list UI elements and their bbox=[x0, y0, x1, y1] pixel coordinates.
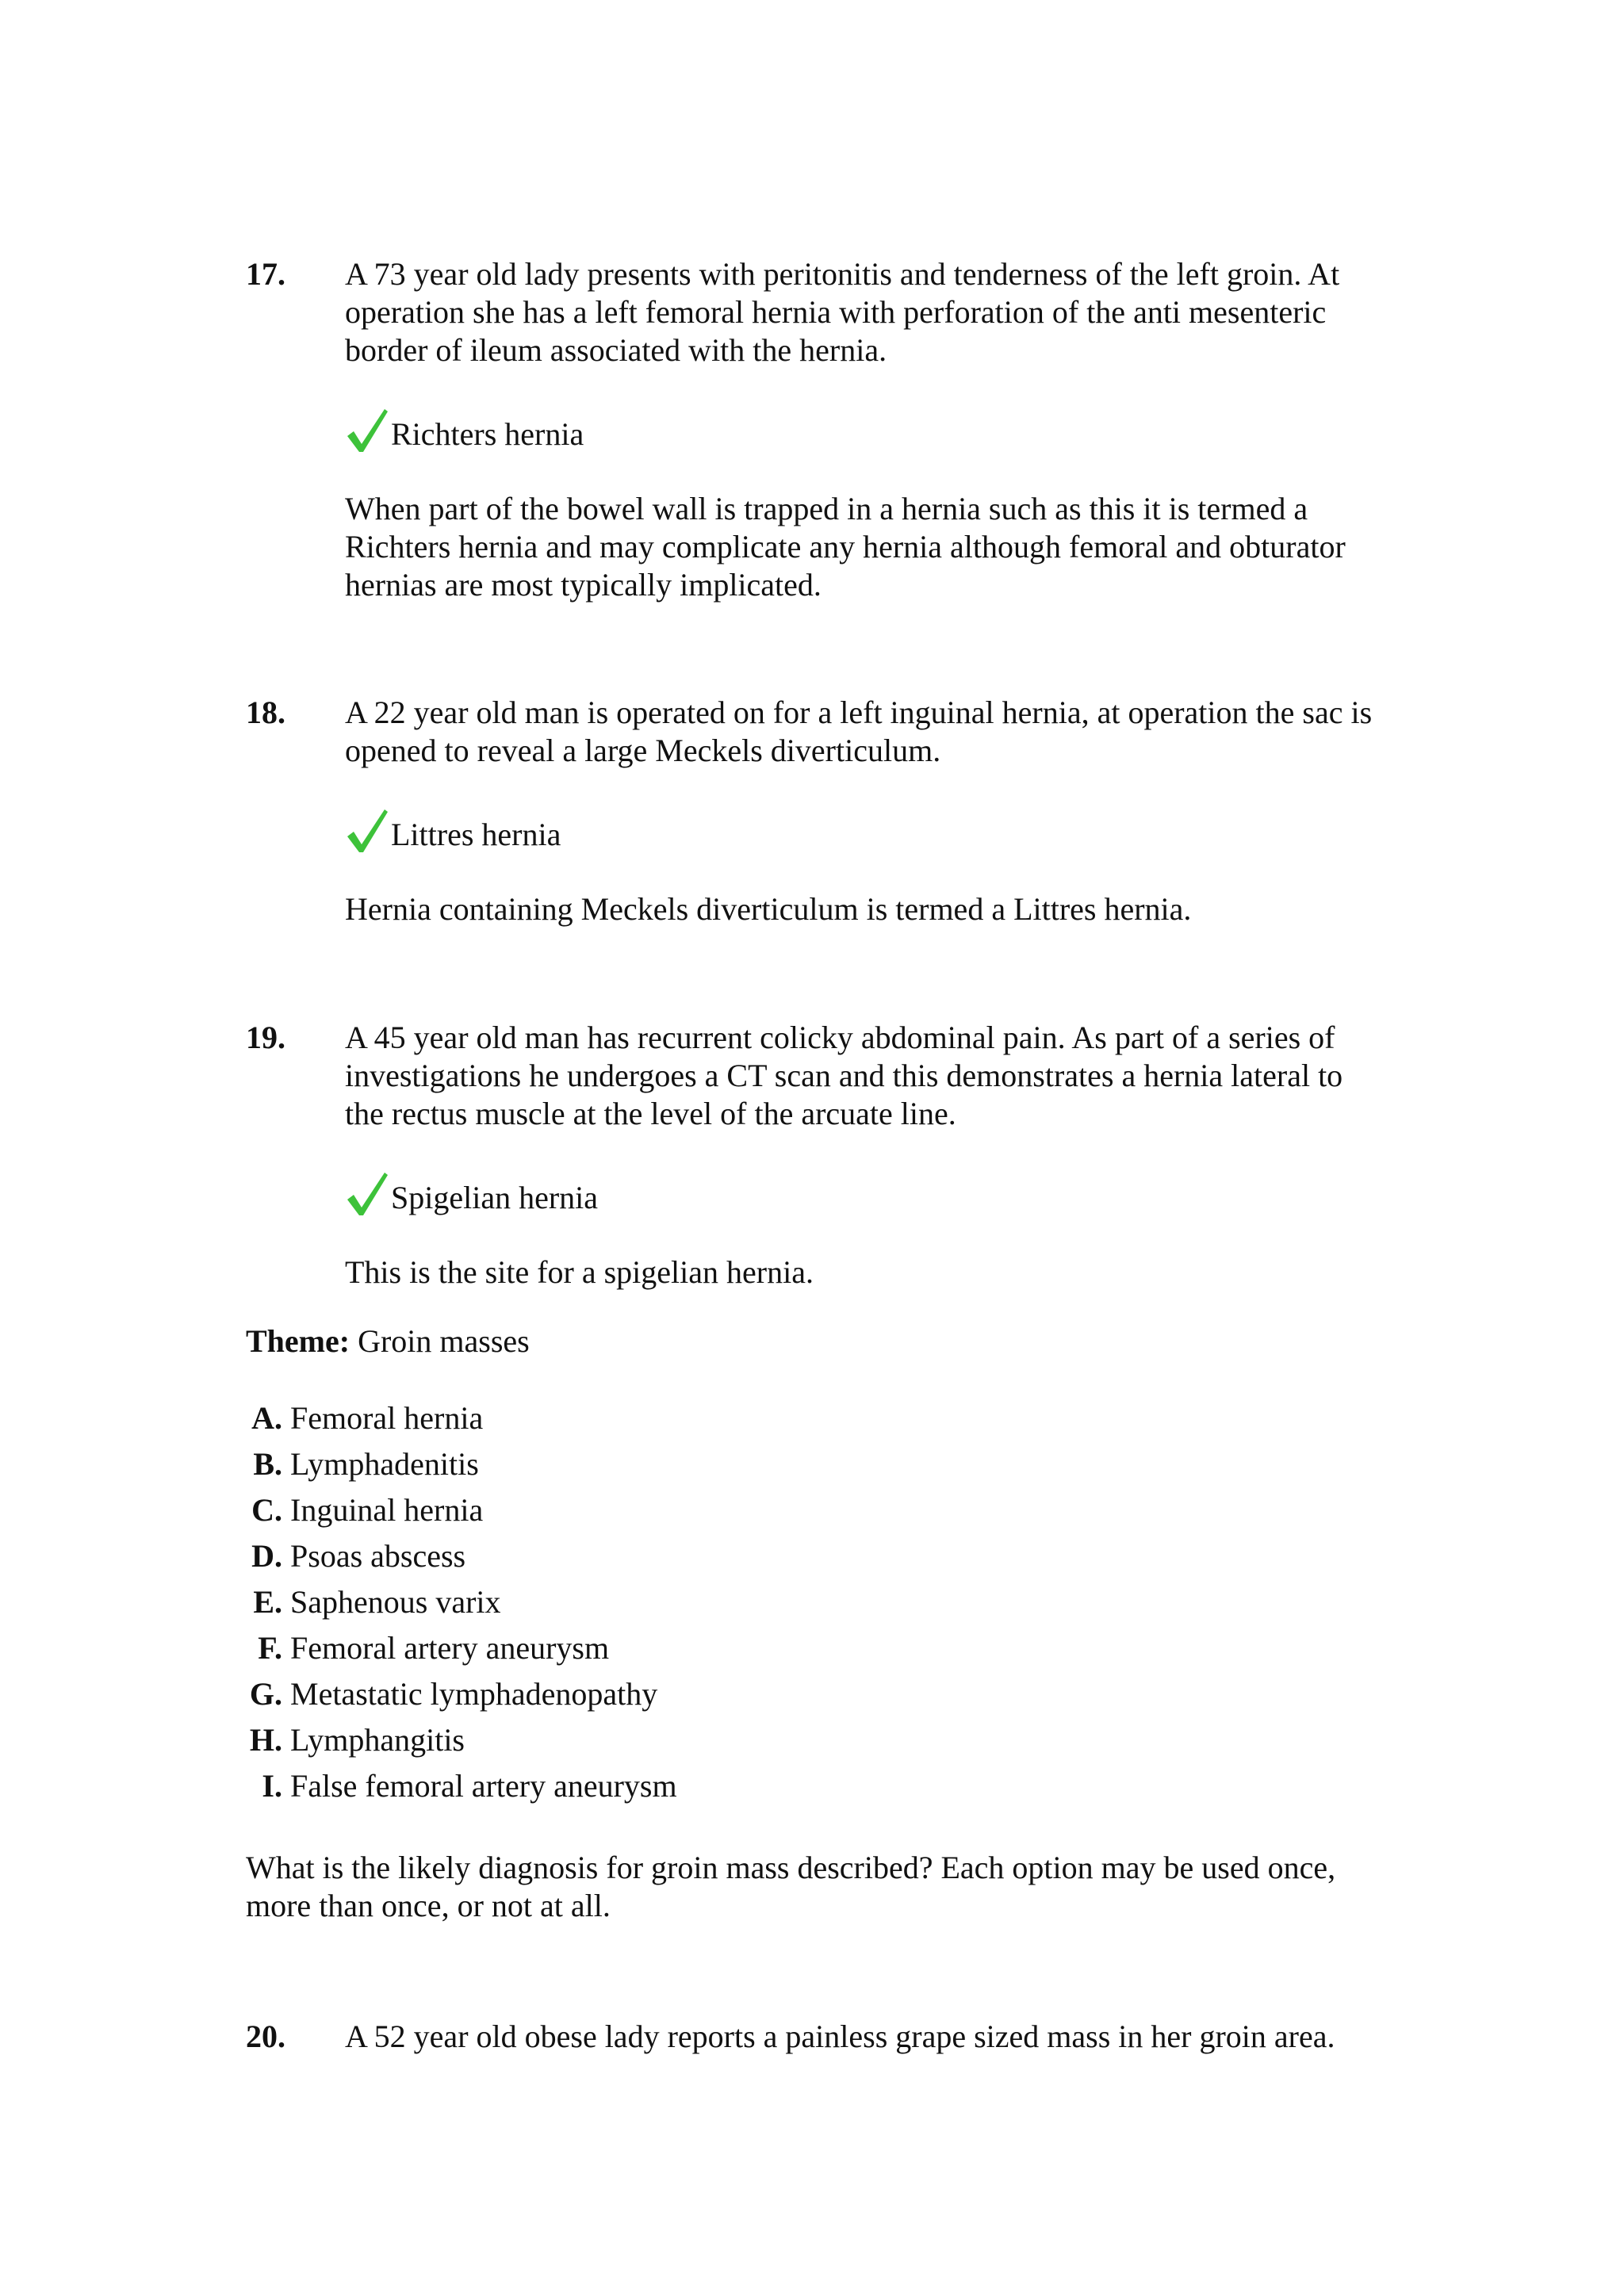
question-stem: A 45 year old man has recurrent colicky abdominal pain. As part of a series of investigations he undergoes a CT scan and this demonstrates a hernia lateral to the rectus muscle at the level of the arcuate line. bbox=[345, 1020, 1343, 1131]
option-h bbox=[246, 1721, 677, 1767]
option-g bbox=[246, 1675, 677, 1721]
answer-label: Richters hernia bbox=[391, 416, 584, 452]
question-20 bbox=[246, 2018, 1388, 2056]
theme-value: Groin masses bbox=[358, 1323, 530, 1359]
option-text: Femoral hernia bbox=[290, 1400, 484, 1436]
option-a bbox=[246, 1399, 677, 1445]
option-letter: F. bbox=[258, 1630, 282, 1666]
option-e bbox=[246, 1583, 677, 1629]
question-stem: A 52 year old obese lady reports a painless grape sized mass in her groin area. bbox=[345, 2019, 1335, 2054]
question-stem: A 73 year old lady presents with peritonitis and tenderness of the left groin. At operation she has a left femoral hernia with perforation of the anti mesenteric border of ileum associated with the hernia. bbox=[345, 256, 1340, 368]
explanation: Hernia containing Meckels diverticulum is termed a Littres hernia. bbox=[345, 891, 1192, 927]
option-letter: D. bbox=[251, 1538, 282, 1574]
checkmark-icon bbox=[345, 1169, 389, 1219]
option-i bbox=[246, 1767, 677, 1813]
explanation: This is the site for a spigelian hernia. bbox=[345, 1254, 814, 1290]
correct-answer bbox=[345, 1168, 1388, 1219]
option-text: Psoas abscess bbox=[290, 1538, 466, 1574]
question-number: 18. bbox=[246, 695, 285, 730]
option-d bbox=[246, 1537, 677, 1583]
option-b bbox=[246, 1445, 677, 1491]
correct-answer bbox=[345, 805, 1388, 855]
option-c bbox=[246, 1491, 677, 1537]
option-text: Metastatic lymphadenopathy bbox=[290, 1676, 658, 1712]
option-f bbox=[246, 1629, 677, 1675]
option-text: Lymphangitis bbox=[290, 1722, 465, 1758]
option-letter: B. bbox=[253, 1446, 282, 1482]
option-letter: I. bbox=[262, 1768, 282, 1804]
option-text: False femoral artery aneurysm bbox=[290, 1768, 677, 1804]
answer-label: Spigelian hernia bbox=[391, 1180, 599, 1215]
options-list bbox=[246, 1399, 677, 1813]
question-19 bbox=[246, 1019, 1388, 1292]
theme-heading bbox=[246, 1322, 530, 1360]
checkmark-icon bbox=[345, 806, 389, 855]
theme-label: Theme: bbox=[246, 1323, 350, 1359]
question-number: 17. bbox=[246, 256, 285, 292]
option-letter: G. bbox=[249, 1676, 282, 1712]
question-number: 20. bbox=[246, 2019, 285, 2054]
answer-label: Littres hernia bbox=[391, 817, 561, 852]
question-number: 19. bbox=[246, 1020, 285, 1055]
question-stem: A 22 year old man is operated on for a left inguinal hernia, at operation the sac is opened to reveal a large Meckels diverticulum. bbox=[345, 695, 1373, 768]
option-letter: A. bbox=[251, 1400, 282, 1436]
option-letter: C. bbox=[251, 1492, 282, 1528]
correct-answer bbox=[345, 404, 1388, 455]
question-18 bbox=[246, 694, 1388, 928]
checkmark-icon bbox=[345, 406, 389, 455]
question-17 bbox=[246, 255, 1388, 604]
option-text: Lymphadenitis bbox=[290, 1446, 479, 1482]
option-text: Femoral artery aneurysm bbox=[290, 1630, 610, 1666]
explanation: When part of the bowel wall is trapped in a hernia such as this it is termed a Richters hernia and may complicate any hernia although femoral and obturator hernias are most typically implicated. bbox=[345, 491, 1346, 603]
option-letter: E. bbox=[253, 1584, 282, 1620]
instruction-text: What is the likely diagnosis for groin mass described? Each option may be used once, more than once, or not at all. bbox=[246, 1850, 1336, 1923]
option-text: Inguinal hernia bbox=[290, 1492, 484, 1528]
option-letter: H. bbox=[249, 1722, 282, 1758]
option-text: Saphenous varix bbox=[290, 1584, 501, 1620]
